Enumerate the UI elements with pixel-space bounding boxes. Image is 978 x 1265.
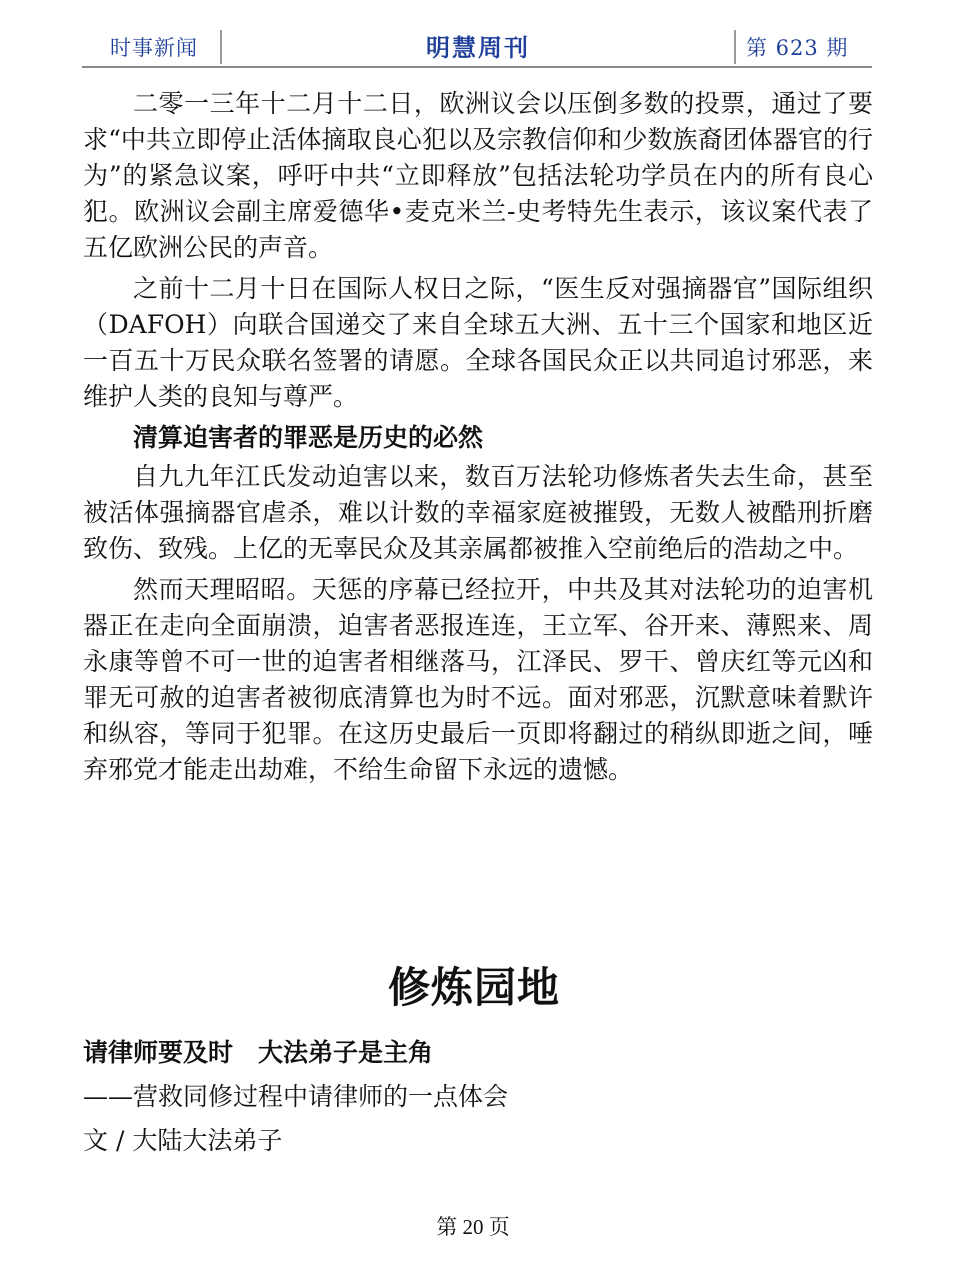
page-number: 第 20 页 bbox=[436, 1215, 510, 1239]
article-title: 请律师要及时 大法弟子是主角 bbox=[83, 1038, 434, 1067]
paragraph-1: 二零一三年十二月十二日，欧洲议会以压倒多数的投票，通过了要求“中共立即停止活体摘取良心犯以及宗教信仰和少数族裔团体器官的行为”的紧急议案，呼吁中共“立即释放”包括法轮功学员在内的所有良心犯。欧洲议会副主席爱德华•麦克米兰-史考特先生表示，该议案代表了五亿欧洲公民的声音。 bbox=[83, 89, 873, 262]
header-rule bbox=[82, 66, 872, 68]
news-body bbox=[83, 86, 873, 793]
article-header bbox=[83, 1035, 873, 1159]
article-author: 文 / 大陆大法弟子 bbox=[83, 1126, 283, 1155]
header-publication-title: 明慧周刊 bbox=[426, 34, 530, 62]
page-header bbox=[82, 24, 872, 68]
header-divider-right bbox=[734, 30, 736, 64]
subheading: 清算迫害者的罪恶是历史的必然 bbox=[133, 423, 484, 452]
header-section-label: 时事新闻 bbox=[110, 36, 198, 60]
section-title: 修炼园地 bbox=[387, 963, 560, 1012]
paragraph-2: 之前十二月十日在国际人权日之际，“医生反对强摘器官”国际组织（DAFOH）向联合国递交了来自全球五大洲、五十三个国家和地区近一百五十万民众联名签署的请愿。全球各国民众正以共同追讨邪恶，来维护人类的良知与尊严。 bbox=[83, 274, 873, 411]
header-issue-number: 第 623 期 bbox=[746, 36, 849, 60]
article-subtitle: ——营救同修过程中请律师的一点体会 bbox=[83, 1082, 509, 1111]
paragraph-3: 自九九年江氏发动迫害以来，数百万法轮功修炼者失去生命，甚至被活体强摘器官虐杀，难以计数的幸福家庭被摧毁，无数人被酷刑折磨致伤、致残。上亿的无辜民众及其亲属都被推入空前绝后的浩劫之中。 bbox=[83, 462, 873, 563]
paragraph-4: 然而天理昭昭。天惩的序幕已经拉开，中共及其对法轮功的迫害机器正在走向全面崩溃，迫害者恶报连连，王立军、谷开来、薄熙来、周永康等曾不可一世的迫害者相继落马，江泽民、罗干、曾庆红等元凶和罪无可赦的迫害者被彻底清算也为时不远。面对邪恶，沉默意味着默许和纵容，等同于犯罪。在这历史最后一页即将翻过的稍纵即逝之间，唾弃邪党才能走出劫难，不给生命留下永远的遗憾。 bbox=[83, 575, 873, 784]
